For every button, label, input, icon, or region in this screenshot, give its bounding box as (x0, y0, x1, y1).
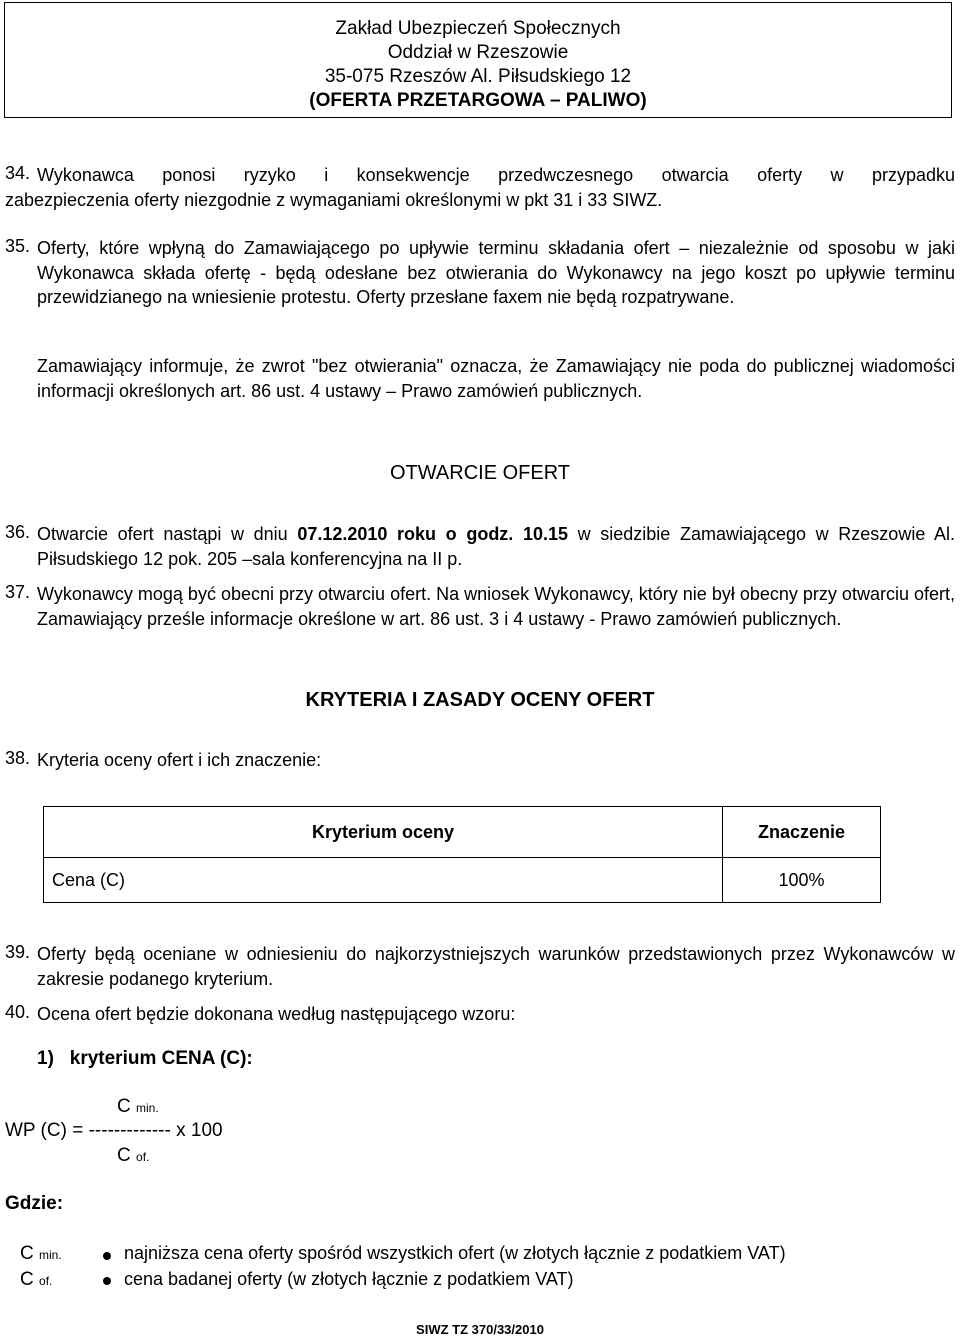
document-header (4, 2, 952, 118)
point-37-number: 37. (5, 582, 31, 602)
point-36-pre: Otwarcie ofert nastąpi w dniu (37, 524, 298, 544)
point-34-line2: zabezpieczenia oferty niezgodnie z wymaganiami określonymi w pkt 31 i 33 SIWZ. (5, 190, 663, 210)
point-38-text: Kryteria oceny ofert i ich znaczenie: (37, 750, 322, 770)
formula-denominator-sub: of. (136, 1150, 150, 1164)
legend-description: cena badanej oferty (w złotych łącznie z podatkiem VAT) (124, 1269, 574, 1289)
legend-symbol-sub: of. (39, 1274, 53, 1288)
point-39-text: Oferty będą oceniane w odniesieniu do najkorzystniejszych warunków przedstawionych przez Wykonawców w zakresie podanego kryterium. (37, 944, 955, 989)
point-35-number: 35. (5, 236, 31, 256)
formula-denominator (117, 1145, 149, 1167)
point-37-text: Wykonawcy mogą być obecni przy otwarciu ofert. Na wniosek Wykonawcy, który nie był obecny przy otwarciu ofert, Zamawiający prześle informacje określone w art. 86 ust. 3 i 4 ustawy - Prawo zamówień publicznych. (37, 584, 955, 629)
criterion-1 (37, 1048, 253, 1070)
table-header-cell: Kryterium oceny (44, 807, 723, 858)
point-35-note: Zamawiający informuje, że zwrot "bez otwierania" oznacza, że Zamawiający nie poda do publicznej wiadomości informacji określonych art. 86 ust. 4 ustawy – Prawo zamówień publicznych. (37, 356, 955, 401)
point-40-number: 40. (5, 1002, 31, 1022)
point-36-text (37, 522, 955, 571)
legend-symbol (20, 1269, 52, 1291)
legend-symbol-sub: min. (39, 1248, 62, 1262)
document-footer: SIWZ TZ 370/33/2010 (416, 1322, 544, 1337)
formula-numerator (117, 1096, 159, 1118)
legend-symbol-letter: C (20, 1269, 34, 1290)
table-row (44, 858, 881, 903)
header-branch: Oddział w Rzeszowie (387, 42, 569, 63)
where-label: Gdzie: (5, 1193, 64, 1214)
table-cell: Cena (C) (44, 858, 723, 903)
legend-description: najniższa cena oferty spośród wszystkich ofert (w złotych łącznie z podatkiem VAT) (124, 1243, 786, 1263)
legend-symbol (20, 1243, 62, 1265)
header-address: 35-075 Rzeszów Al. Piłsudskiego 12 (324, 66, 632, 87)
table-header-row (44, 807, 881, 858)
legend-symbol-letter: C (20, 1243, 34, 1264)
point-35-text (37, 236, 955, 310)
bullet-icon (103, 1277, 111, 1285)
section-title-criteria (0, 689, 960, 712)
section-title-criteria-text: KRYTERIA I ZASADY OCENY OFERT (305, 689, 655, 711)
point-36-number: 36. (5, 522, 31, 542)
header-tender-title: (OFERTA PRZETARGOWA – PALIWO) (309, 90, 647, 111)
point-34-number: 34. (5, 163, 31, 183)
opening-date: 07.12.2010 roku o godz. 10.15 (297, 524, 568, 544)
formula-numerator-symbol: C (117, 1096, 131, 1117)
point-36-post: w siedzibie Zamawiającego w Rzeszowie Al. Piłsudskiego 12 pok. 205 –sala konferencyjna na II p. (37, 524, 955, 569)
bullet-icon (103, 1252, 111, 1260)
table-cell: 100% (723, 858, 881, 903)
point-38-number: 38. (5, 748, 31, 768)
section-title-opening (0, 462, 960, 485)
criterion-1-label: kryterium CENA (C): (69, 1048, 253, 1069)
point-40-text: Ocena ofert będzie dokonana według następującego wzoru: (37, 1004, 516, 1024)
table-header-cell: Znaczenie (723, 807, 881, 858)
point-39-number: 39. (5, 942, 31, 962)
formula-denominator-symbol: C (117, 1145, 131, 1166)
formula-numerator-sub: min. (136, 1101, 159, 1115)
criterion-1-number: 1) (37, 1048, 54, 1069)
point-34-line1: Wykonawca ponosi ryzyko i konsekwencje przedwczesnego otwarcia oferty w przypadku (37, 165, 955, 185)
criteria-table (43, 806, 881, 903)
header-institution: Zakład Ubezpieczeń Społecznych (335, 18, 621, 39)
point-35-body: Oferty, które wpłyną do Zamawiającego po upływie terminu składania ofert – niezależnie od sposobu w jaki Wykonawca składa ofertę - będą odesłane bez otwierania do Wykonawcy na jego koszt po upływie terminu przewidzianego na wniesienie protestu. Oferty przesłane faxem nie będą rozpatrywane. (37, 238, 955, 307)
formula-main: WP (C) = ------------- x 100 (5, 1120, 223, 1141)
section-title-opening-text: OTWARCIE OFERT (390, 462, 570, 484)
